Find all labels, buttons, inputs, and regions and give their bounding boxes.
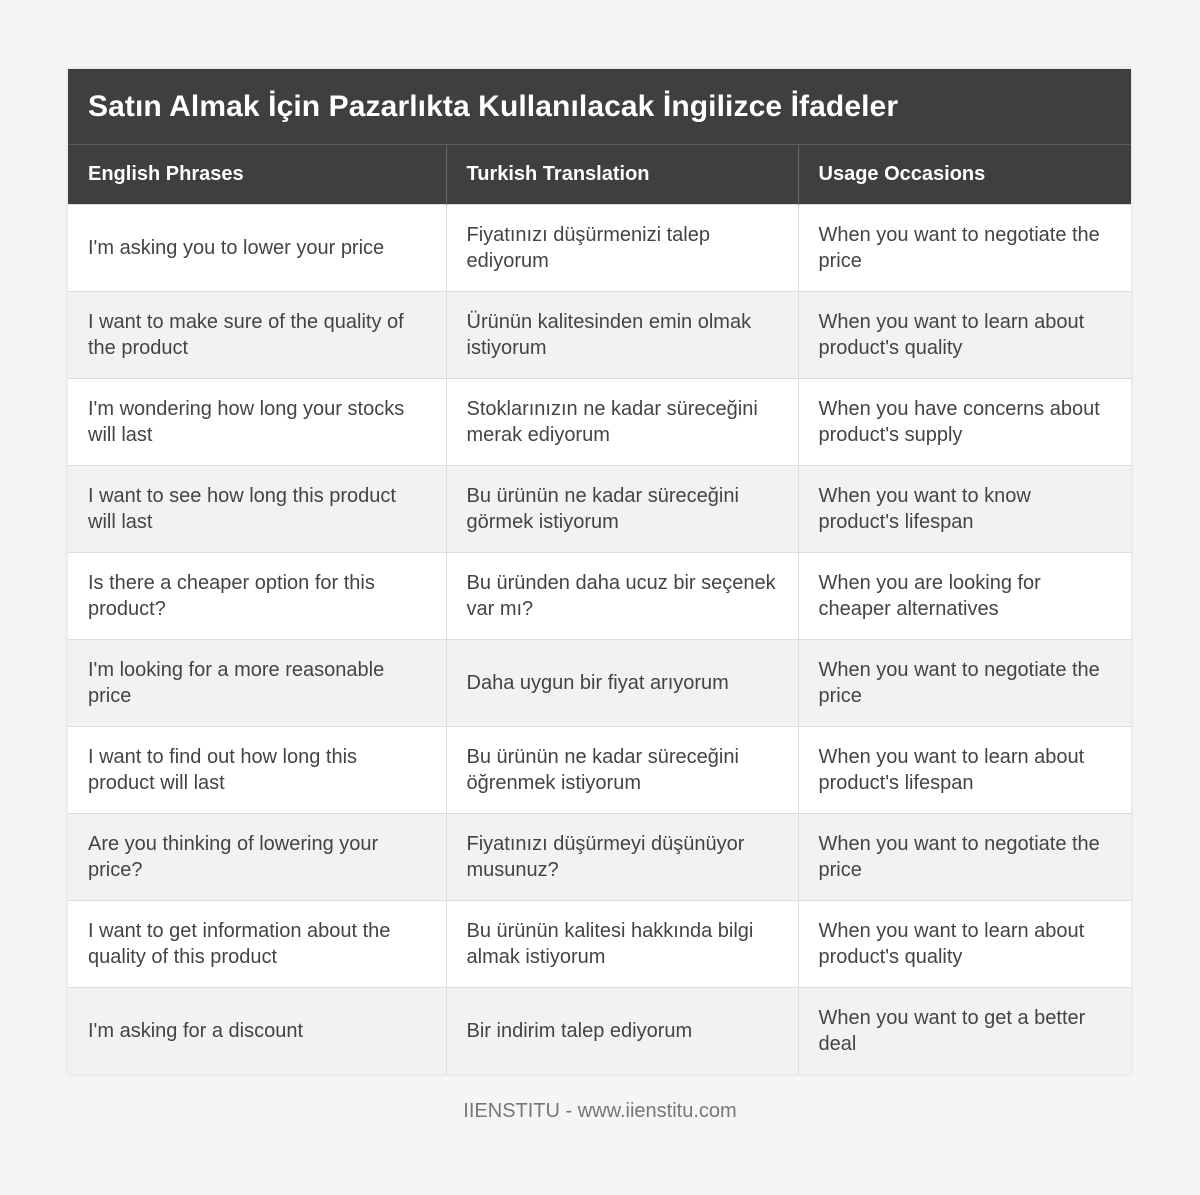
english-phrase-cell: Are you thinking of lowering your price? xyxy=(68,814,446,901)
turkish-translation-cell: Stoklarınızın ne kadar süreceğini merak ediyorum xyxy=(446,379,798,466)
usage-occasion-cell: When you want to learn about product's lifespan xyxy=(798,727,1131,814)
turkish-translation-cell: Bu ürünün ne kadar süreceğini görmek istiyorum xyxy=(446,466,798,553)
table-row xyxy=(68,379,1131,466)
english-phrase-cell: I want to make sure of the quality of the product xyxy=(68,292,446,379)
turkish-translation-cell: Bir indirim talep ediyorum xyxy=(446,988,798,1075)
table-row xyxy=(68,553,1131,640)
english-phrase-cell: I want to find out how long this product will last xyxy=(68,727,446,814)
table-row xyxy=(68,901,1131,988)
column-header-english: English Phrases xyxy=(68,145,446,205)
column-header-usage: Usage Occasions xyxy=(798,145,1131,205)
column-header-turkish: Turkish Translation xyxy=(446,145,798,205)
table-row xyxy=(68,466,1131,553)
table-row xyxy=(68,640,1131,727)
usage-occasion-cell: When you have concerns about product's supply xyxy=(798,379,1131,466)
usage-occasion-cell: When you are looking for cheaper alternatives xyxy=(798,553,1131,640)
english-phrase-cell: I'm asking you to lower your price xyxy=(68,205,446,292)
table-row xyxy=(68,988,1131,1075)
usage-occasion-cell: When you want to negotiate the price xyxy=(798,205,1131,292)
table-title: Satın Almak İçin Pazarlıkta Kullanılacak İngilizce İfadeler xyxy=(88,89,899,123)
english-phrase-cell: Is there a cheaper option for this product? xyxy=(68,553,446,640)
english-phrase-cell: I'm looking for a more reasonable price xyxy=(68,640,446,727)
turkish-translation-cell: Bu ürünün ne kadar süreceğini öğrenmek istiyorum xyxy=(446,727,798,814)
table-row xyxy=(68,727,1131,814)
usage-occasion-cell: When you want to learn about product's quality xyxy=(798,292,1131,379)
english-phrase-cell: I want to get information about the quality of this product xyxy=(68,901,446,988)
turkish-translation-cell: Daha uygun bir fiyat arıyorum xyxy=(446,640,798,727)
usage-occasion-cell: When you want to negotiate the price xyxy=(798,640,1131,727)
usage-occasion-cell: When you want to negotiate the price xyxy=(798,814,1131,901)
turkish-translation-cell: Ürünün kalitesinden emin olmak istiyorum xyxy=(446,292,798,379)
usage-occasion-cell: When you want to get a better deal xyxy=(798,988,1131,1075)
phrases-table-card xyxy=(68,69,1131,1074)
usage-occasion-cell: When you want to learn about product's quality xyxy=(798,901,1131,988)
usage-occasion-cell: When you want to know product's lifespan xyxy=(798,466,1131,553)
english-phrase-cell: I'm asking for a discount xyxy=(68,988,446,1075)
phrases-table xyxy=(68,145,1131,1074)
turkish-translation-cell: Bu üründen daha ucuz bir seçenek var mı? xyxy=(446,553,798,640)
footer-credit: IIENSTITU - www.iienstitu.com xyxy=(463,1100,737,1122)
table-row xyxy=(68,292,1131,379)
english-phrase-cell: I'm wondering how long your stocks will last xyxy=(68,379,446,466)
table-row xyxy=(68,814,1131,901)
turkish-translation-cell: Bu ürünün kalitesi hakkında bilgi almak istiyorum xyxy=(446,901,798,988)
turkish-translation-cell: Fiyatınızı düşürmeyi düşünüyor musunuz? xyxy=(446,814,798,901)
turkish-translation-cell: Fiyatınızı düşürmenizi talep ediyorum xyxy=(446,205,798,292)
english-phrase-cell: I want to see how long this product will last xyxy=(68,466,446,553)
table-row xyxy=(68,205,1131,292)
table-header-row xyxy=(68,145,1131,205)
table-title-bar xyxy=(68,69,1131,145)
